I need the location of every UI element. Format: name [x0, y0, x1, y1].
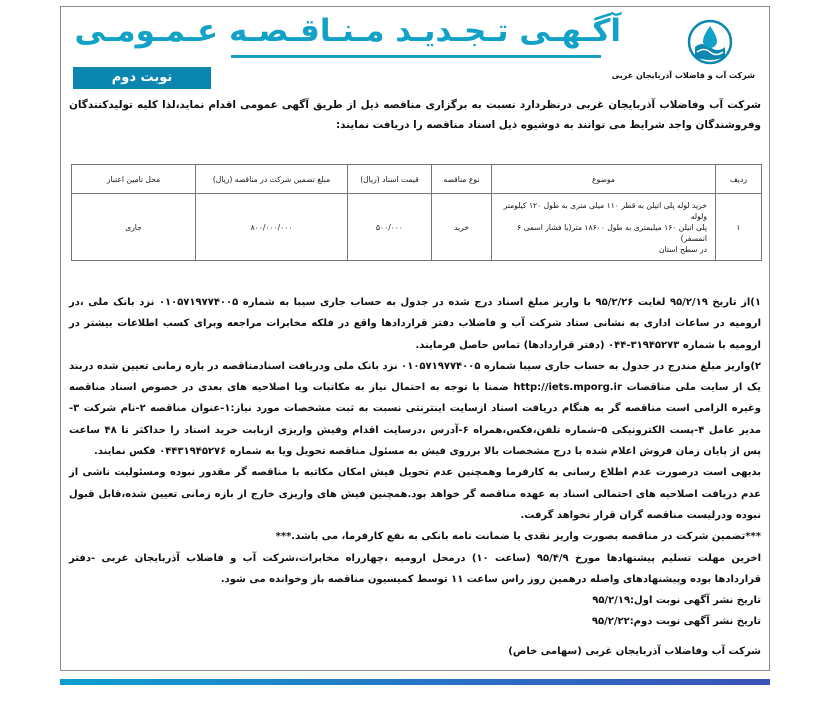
table-header-row [72, 165, 762, 194]
subject-line-2: پلی اتیلن ۱۶۰ میلیمتری به طول ۱۸۶۰۰ متر(با فشار اسمی ۶ اتمسفر) [517, 222, 707, 243]
bottom-blue-bar [60, 679, 770, 685]
deadline-paragraph: اخرین مهلت تسلیم پیشنهادها مورخ ۹۵/۴/۹ (ساعت ۱۰) درمحل ارومیه ،چهارراه مخابرات،شرکت آب و فاضلاب آذربایجان غربی -دفتر قراردادها بوده وپیشنهادهای واصله درهمین روز راس ساعت ۱۱ توسط کمیسیون مناقصه باز وخوانده می شود. [69, 552, 761, 585]
second-publication-date: تاریخ نشر آگهی نوبت دوم:۹۵/۲/۲۲ [591, 616, 761, 628]
ad-frame [60, 6, 770, 671]
subject-line-3: در سطح استان [658, 244, 707, 254]
header-subject: موضوع [492, 165, 716, 194]
cell-doc-price: ۵۰۰/۰۰۰ [348, 194, 432, 261]
header-doc-price: قیمت اسناد (ریال) [348, 165, 432, 194]
table-row [72, 194, 762, 261]
cell-index: ۱ [716, 194, 762, 261]
intro-paragraph: شرکت آب وفاضلاب آذربایجان غربی درنظردارد نسبت به برگزاری مناقصه ذیل از طریق آگهی عمومی اقدام نماید،لذا کلیه تولیدکنندگان وفروشندگان واجد شرایط می توانند به دوشیوه ذیل اسناد مناقصه را دریافت نمایند: [69, 99, 761, 131]
header-funding: محل تامین اعتبار [72, 165, 196, 194]
tender-table [71, 164, 762, 261]
cell-funding: جاری [72, 194, 196, 261]
paragraph-2: ۲)واریز مبلغ مندرج در جدول به حساب جاری سیبا شماره ۰۱۰۵۷۱۹۷۷۴۰۰۵ نزد بانک ملی ودریافت اسنادمناقصه در بازه زمانی تعیین شده دربند یک از سایت ملی مناقصات http://iets.mporg.ir ضمنا با توجه به احتمال نیاز به مکاتبات ویا اصلاحیه های بعدی در خصوص اسناد مناقصه وغیره الزامی است مناقصه گر به هنگام دریافت اسناد ازسایت اینترنتی نسبت به ثبت مشخصات مورد نیاز:۱-عنوان مناقصه ۲-نام شرکت ۳-مدیر عامل ۴-پست الکترونیکی ۵-شماره تلفن،فکس،همراه ۶-آدرس ،درسایت اقدام وفیش واریزی ازبابت خرید اسناد را حداکثر تا ۴۸ ساعت پس از پایان زمان فروش اعلام شده با درج مشخصات بالا برروی فیش به مسئول مناقصه تحویل ویا به شماره ۰۴۴۳۱۹۴۵۲۷۶ فکس نمایند. [69, 360, 762, 458]
water-drop-logo-icon [687, 19, 733, 65]
guarantee-note: ***تضمین شرکت در مناقصه بصورت واریز نقدی یا ضمانت نامه بانکی به نفع کارفرما، می باشد.*** [275, 531, 761, 543]
company-signature: شرکت آب وفاضلاب آذربایجان غربی (سهامی خاص) [508, 645, 761, 657]
title-underline [231, 55, 601, 58]
subject-line-1: خرید لوله پلی اتیلن به قطر ۱۱۰ میلی متری به طول ۱۲۰ کیلومتر ولوله [503, 200, 707, 221]
cell-guarantee: ۸۰۰/۰۰۰/۰۰۰ [196, 194, 348, 261]
first-publication-date: تاریخ نشر آگهی نوبت اول:۹۵/۲/۱۹ [592, 595, 761, 607]
paragraph-3: بدیهی است درصورت عدم اطلاع رسانی به کارفرما وهمچنین عدم تحویل فیش امکان مکاتبه با مناقصه گر مقدور نبوده ومسئولیت ناشی از عدم دریافت اصلاحیه های احتمالی اسناد به عهده مناقصه گر خواهد بود.همچنین فیش های واریزی خارج از بازه زمانی تعیین شده،قابل قبول نبوده ودرلیست مناقصه گران قرار نخواهد گرفت. [69, 467, 761, 521]
logo-caption: شرکت آب و فاضلاب آذربایجان غربی [611, 71, 755, 80]
header-type: نوع مناقصه [432, 165, 492, 194]
cell-type: خرید [432, 194, 492, 261]
cell-subject [492, 194, 716, 261]
ad-title: آگـهـی تـجـدیـد مـنـاقـصـه عـمـومـی [74, 13, 621, 49]
header-index: ردیف [716, 165, 762, 194]
paragraph-1: ۱)از تاریخ ۹۵/۲/۱۹ لغایت ۹۵/۲/۲۶ با واریز مبلغ اسناد درج شده در جدول به حساب جاری سیبا به شماره ۰۱۰۵۷۱۹۷۷۴۰۰۵ نزد بانک ملی ،در ارومیه در ساعات اداری به نشانی ستاد شرکت آب و فاضلاب دفتر قراردادها واقع در فلکه مخابرات مراجعه وبرای کسب اطلاعات بیشتر در ارومیه با شماره ۳۱۹۴۵۲۷۳-۰۴۴ (دفتر قراردادها) تماس حاصل فرمایند. [69, 297, 761, 351]
company-logo [611, 19, 755, 89]
round-badge: نوبت دوم [73, 67, 211, 89]
header-guarantee: مبلغ تضمین شرکت در مناقصه (ریال) [196, 165, 348, 194]
ad-body [69, 292, 761, 662]
